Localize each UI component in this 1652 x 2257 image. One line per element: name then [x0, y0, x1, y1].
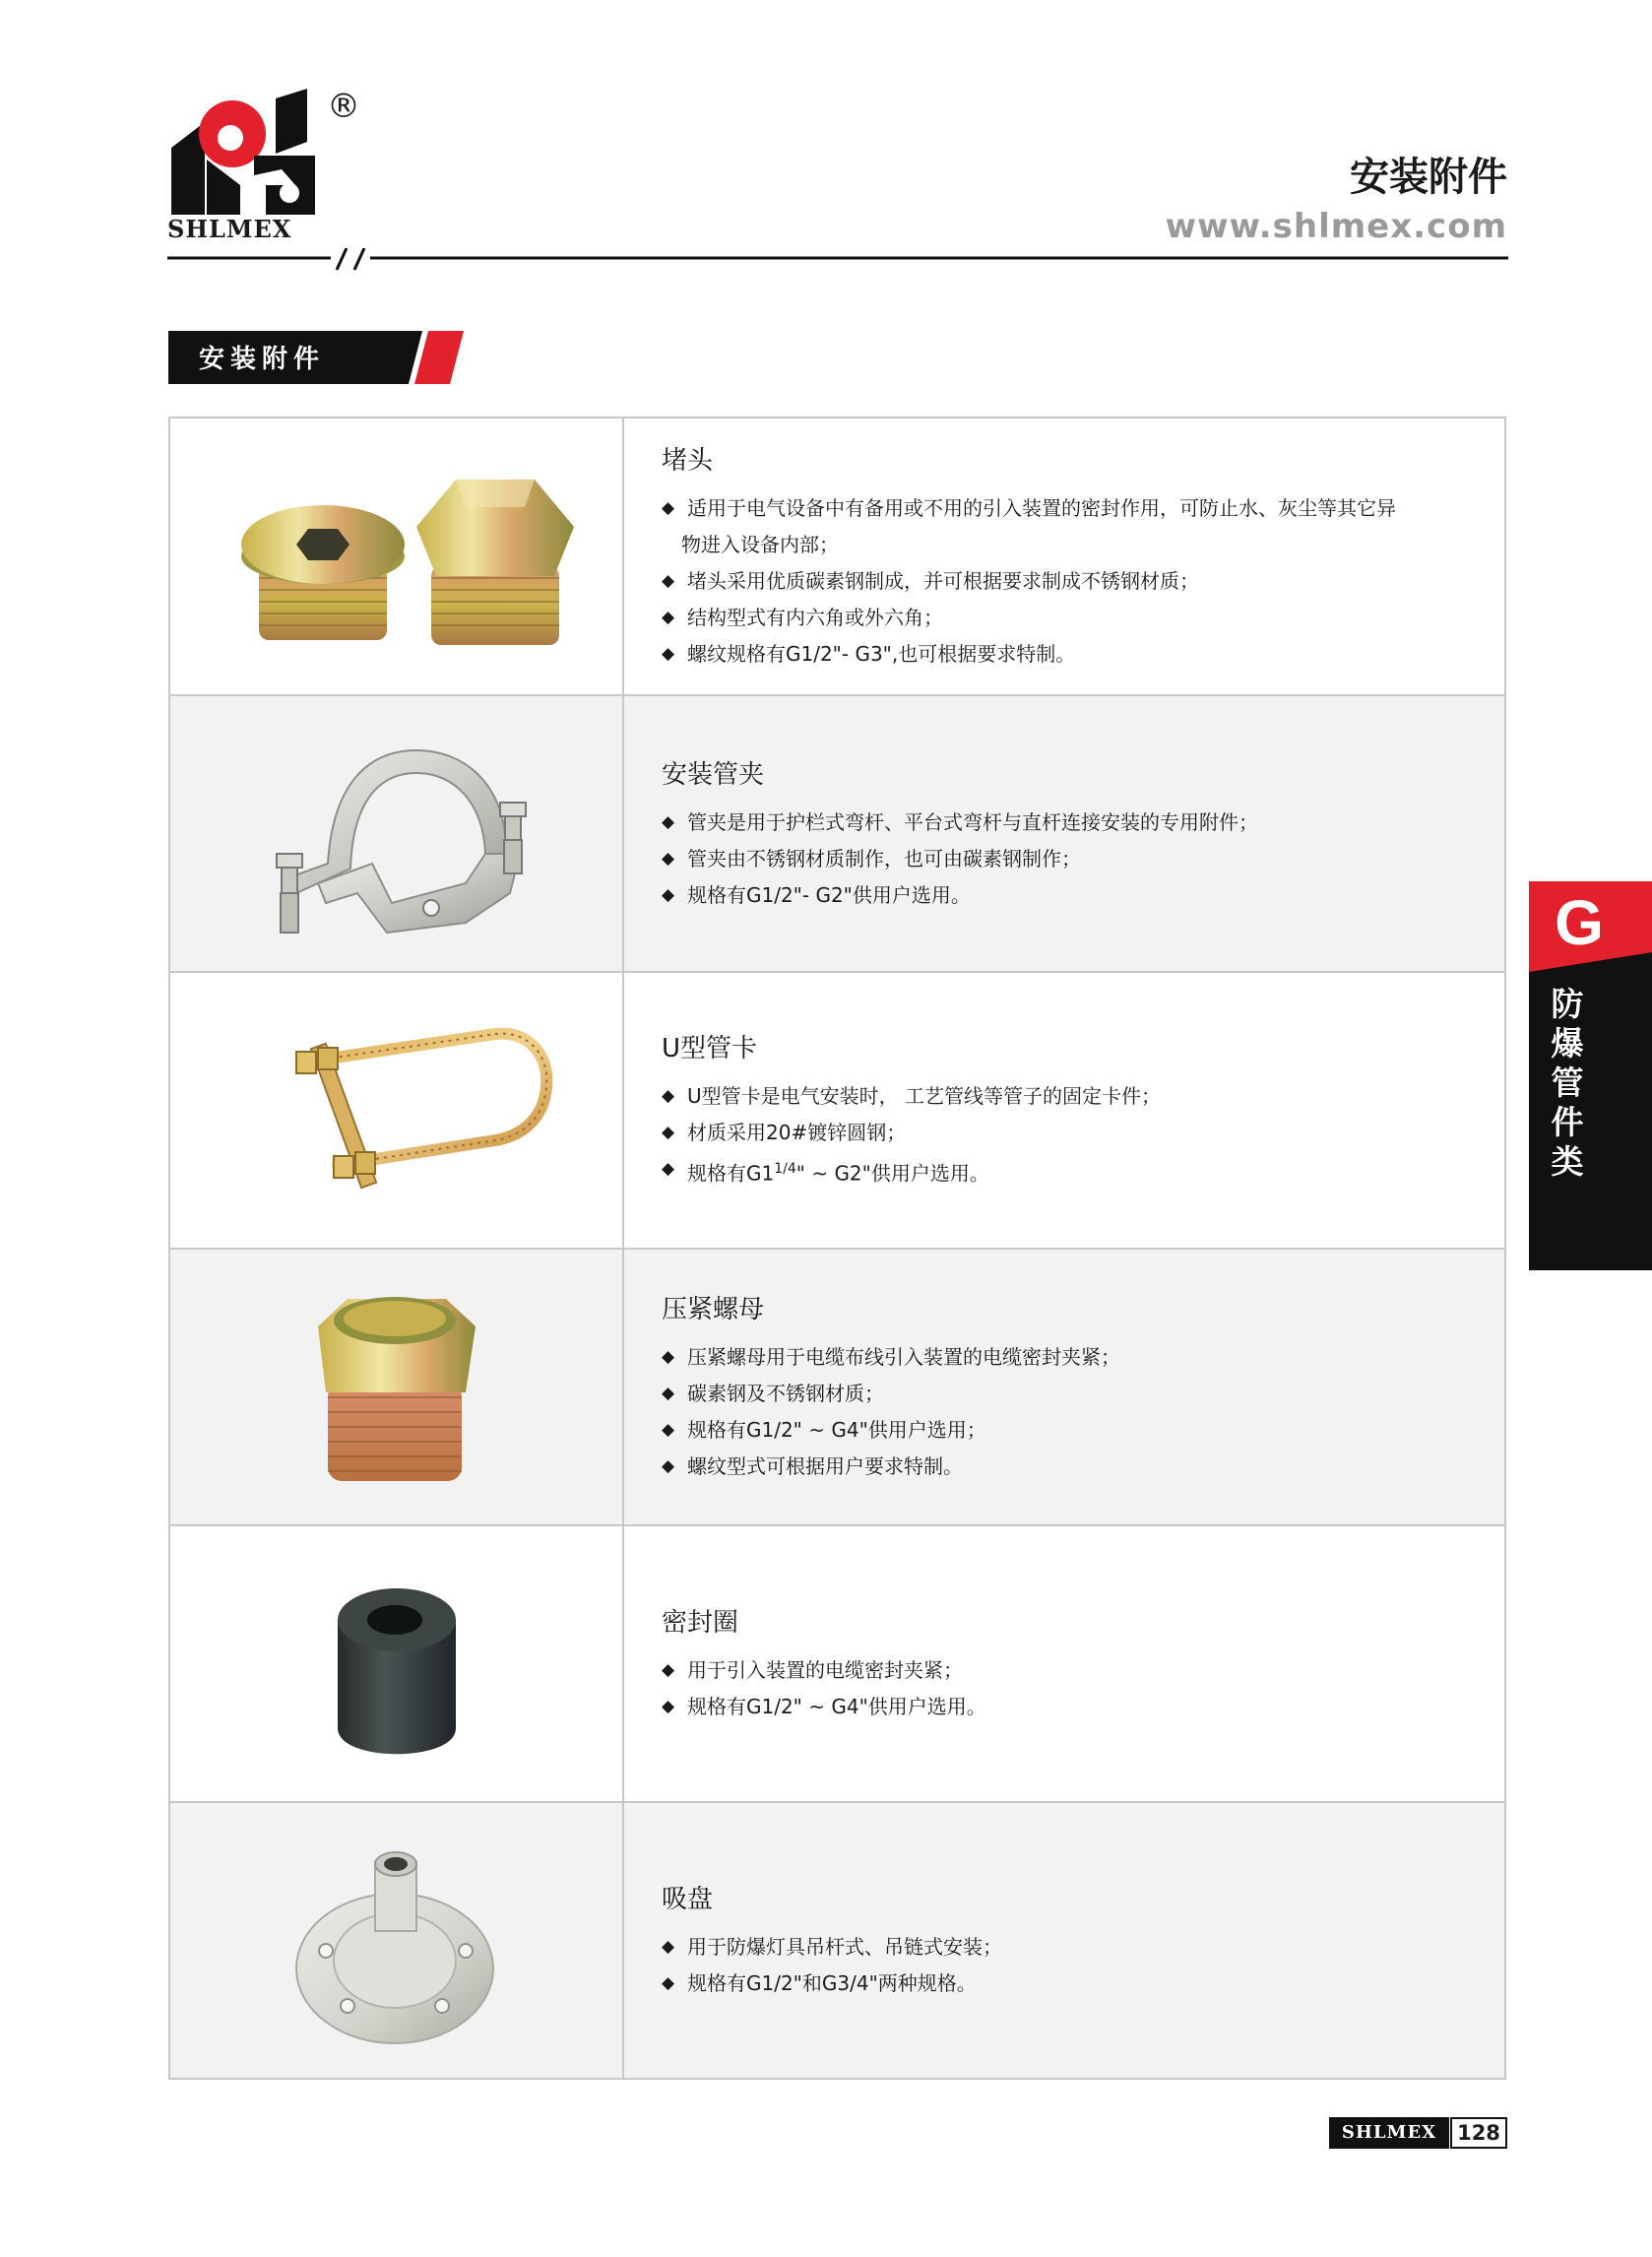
footer-brand: SHLMEX: [1329, 2117, 1449, 2149]
product-row: [170, 971, 1504, 1248]
section-tab-label: 安装附件: [199, 345, 326, 374]
feature-bullet: ◆ 用于引入装置的电缆密封夹紧；: [662, 1652, 1475, 1689]
feature-bullet: ◆ 规格有G1/2" ~ G4"供用户选用。: [662, 1689, 1475, 1725]
blanking-plug-icon: [170, 419, 622, 693]
brand-wordmark: SHLMEX: [167, 215, 292, 243]
feature-bullet: ◆ 螺纹型式可根据用户要求特制。: [662, 1449, 1475, 1485]
product-image: [170, 419, 624, 694]
feature-bullet: ◆ 规格有G1/2"和G3/4"两种规格。: [662, 1966, 1475, 2002]
compression-nut-icon: [170, 1250, 622, 1524]
product-name: 压紧螺母: [662, 1295, 765, 1324]
product-image: [170, 1250, 624, 1524]
product-row: [170, 1524, 1504, 1801]
product-row: [170, 694, 1504, 971]
header-divider: [167, 248, 1508, 272]
spec-prefix: 规格有G1: [687, 1161, 775, 1186]
product-image: [170, 1803, 624, 2078]
website-url: www.shlmex.com: [1165, 207, 1507, 246]
product-table: [168, 417, 1506, 2080]
product-row: [170, 419, 1504, 694]
feature-bullet-continued: 物进入设备内部；: [681, 533, 839, 556]
product-image: [170, 973, 624, 1248]
feature-bullet: ◆ 用于防爆灯具吊杆式、吊链式安装；: [662, 1929, 1475, 1966]
feature-bullet: ◆ 材质采用20#镀锌圆钢；: [662, 1115, 1475, 1151]
feature-bullet: ◆ 规格有G1/2" ~ G4"供用户选用；: [662, 1412, 1475, 1449]
ceiling-mount-icon: [170, 1803, 622, 2078]
product-image: [170, 696, 624, 971]
feature-bullet: ◆ 适用于电气设备中有备用或不用的引入装置的密封作用，可防止水、灰尘等其它异: [662, 490, 1475, 527]
product-image: [170, 1526, 624, 1801]
feature-bullet: ◆ 管夹由不锈钢材质制作，也可由碳素钢制作；: [662, 841, 1475, 877]
product-name: 堵头: [662, 446, 714, 476]
product-row: [170, 1801, 1504, 2078]
feature-bullet: ◆ 堵头采用优质碳素钢制成，并可根据要求制成不锈钢材质；: [662, 563, 1475, 600]
product-row: [170, 1248, 1504, 1524]
u-bolt-icon: [170, 973, 622, 1248]
feature-bullet: ◆ 管夹是用于护栏式弯杆、平台式弯杆与直杆连接安装的专用附件；: [662, 805, 1475, 841]
product-name: 安装管夹: [662, 759, 765, 790]
spec-fraction: 1/4: [774, 1161, 796, 1178]
registered-mark: ®: [327, 87, 360, 126]
feature-bullet: ◆ 螺纹规格有G1/2"- G3",也可根据要求特制。: [662, 636, 1475, 673]
feature-bullet: ◆ 规格有G1/2"- G2"供用户选用。: [662, 877, 1475, 914]
feature-bullet: ◆ U型管卡是电气安装时， 工艺管线等管子的固定卡件；: [662, 1078, 1475, 1115]
feature-bullet: ◆ 压紧螺母用于电缆布线引入装置的电缆密封夹紧；: [662, 1339, 1475, 1376]
product-name: 吸盘: [662, 1885, 714, 1914]
spec-suffix: " ~ G2"供用户选用。: [795, 1161, 989, 1186]
feature-bullet: ◆ 结构型式有内六角或外六角；: [662, 600, 1475, 636]
page-number: 128: [1450, 2117, 1507, 2149]
sealing-ring-icon: [170, 1526, 622, 1801]
category-letter: G: [1555, 887, 1604, 958]
page-title: 安装附件: [1350, 155, 1507, 200]
feature-bullet: ◆ 碳素钢及不锈钢材质；: [662, 1376, 1475, 1412]
product-name: U型管卡: [662, 1034, 758, 1064]
category-label: 防爆管件类: [1551, 985, 1584, 1181]
feature-bullet: [662, 1151, 1475, 1193]
product-name: 密封圈: [662, 1608, 739, 1638]
pipe-clamp-icon: [170, 696, 622, 971]
